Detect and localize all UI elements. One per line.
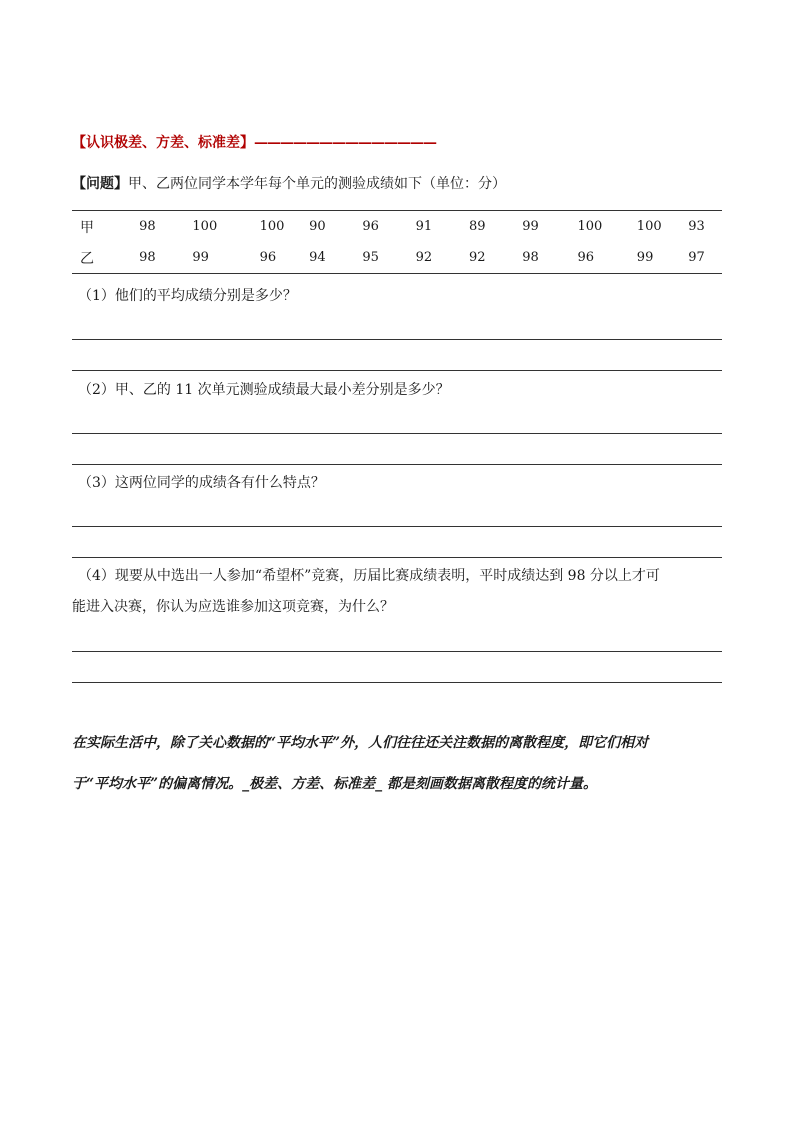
score-cell: 98 [139, 250, 156, 265]
score-cell: 92 [468, 250, 486, 265]
score-cell: 97 [688, 250, 705, 265]
score-cell: 100 [259, 219, 285, 234]
score-cell: 100 [636, 219, 662, 234]
student-name: 乙 [80, 250, 94, 267]
score-cell: 99 [522, 219, 539, 234]
section-title-text: 【认识极差、方差、标准差】 [72, 135, 254, 151]
question-1-text: （1）他们的平均成绩分别是多少？ [78, 288, 297, 304]
answer-line-3b [72, 557, 722, 558]
score-cell: 98 [139, 219, 156, 234]
answer-line-4b [72, 682, 722, 683]
problem-text: 甲、乙两位同学本学年每个单元的测验成绩如下（单位：分） [128, 176, 506, 192]
answer-line-3a [72, 526, 722, 527]
score-cell: 96 [362, 219, 379, 234]
student-name: 甲 [80, 219, 94, 236]
note-line-2: 于“平均水平”的偏离情况。_极差、方差、标准差_ 都是刻画数据离散程度的统计量。 [72, 776, 597, 792]
answer-line-1a [72, 339, 722, 340]
question-4 [72, 565, 722, 587]
question-4-cont [72, 596, 722, 618]
section-title [72, 133, 436, 153]
scores-table [72, 210, 722, 274]
answer-line-4a [72, 651, 722, 652]
question-2-text: （2）甲、乙的 11 次单元测验成绩最大最小差分别是多少？ [78, 382, 450, 398]
question-3-text: （3）这两位同学的成绩各有什么特点？ [78, 475, 325, 491]
answer-line-2a [72, 433, 722, 434]
problem-tag: 【问题】 [72, 176, 128, 192]
question-1 [72, 285, 722, 307]
question-3 [72, 472, 722, 494]
score-cell: 96 [259, 250, 277, 265]
question-4-line2: 能进入决赛，你认为应选谁参加这项竞赛，为什么？ [72, 599, 394, 615]
score-cell: 91 [415, 219, 433, 234]
question-4-line1: （4）现要从中选出一人参加“希望杯”竞赛，历届比赛成绩表明，平时成绩达到 98 分以上才可 [78, 568, 660, 584]
answer-line-2b [72, 464, 722, 465]
score-cell: 95 [362, 250, 379, 265]
score-cell: 100 [577, 219, 603, 234]
problem-statement [72, 174, 506, 194]
answer-line-1b [72, 370, 722, 371]
score-cell: 100 [192, 219, 218, 234]
score-cell: 89 [468, 219, 486, 234]
score-cell: 98 [522, 250, 539, 265]
score-cell: 96 [577, 250, 595, 265]
question-2 [72, 379, 722, 401]
note-line-1: 在实际生活中，除了关心数据的“平均水平”外，人们往往还关注数据的离散程度，即它们相对 [72, 735, 649, 751]
score-cell: 92 [415, 250, 433, 265]
section-title-rule: —————————————— [254, 135, 436, 151]
score-cell: 90 [309, 219, 326, 234]
score-row [72, 211, 722, 243]
score-cell: 99 [192, 250, 209, 265]
score-row [72, 242, 722, 274]
score-cell: 93 [688, 219, 705, 234]
worksheet-page [72, 0, 722, 1123]
score-cell: 94 [309, 250, 326, 265]
score-cell: 99 [636, 250, 654, 265]
